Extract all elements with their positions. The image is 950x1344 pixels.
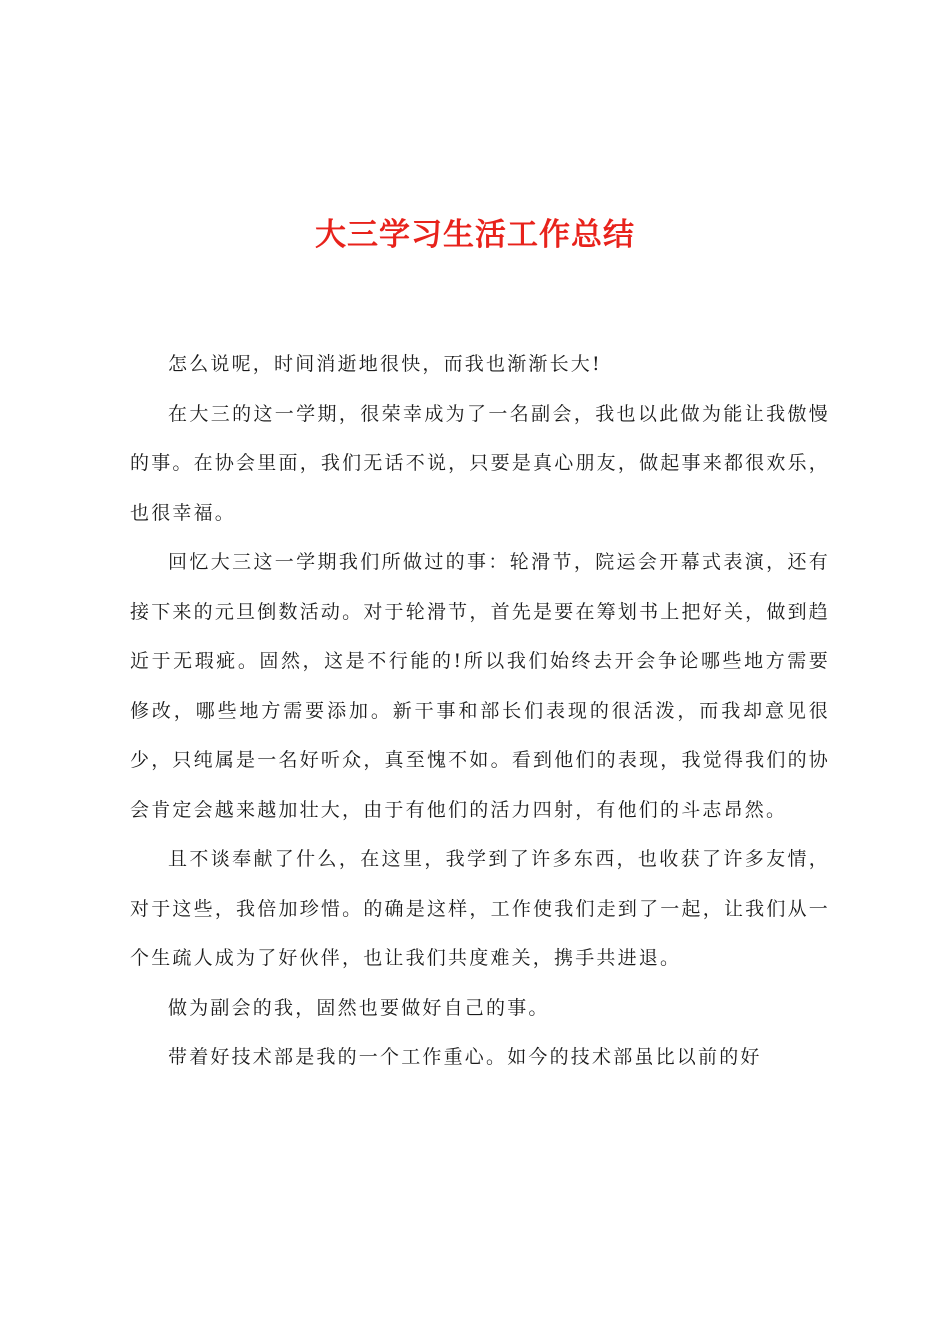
paragraph: 做为副会的我，固然也要做好自己的事。 [168,996,550,1019]
document-title: 大三学习生活工作总结 [315,217,635,253]
paragraph: 且不谈奉献了什么，在这里，我学到了许多东西，也收获了许多友情，对于这些，我倍加珍惜。的确是这样，工作使我们走到了一起，让我们从一个生疏人成为了好伙伴，也让我们共度难关，携手共进退。 [130,848,830,969]
paragraph: 回忆大三这一学期我们所做过的事：轮滑节，院运会开幕式表演，还有接下来的元旦倒数活动。对于轮滑节，首先是要在筹划书上把好关，做到趋近于无瑕疵。固然，这是不行能的!所以我们始终去开会争论哪些地方需要修改，哪些地方需要添加。新干事和部长们表现的很活泼，而我却意见很少，只纯属是一名好听众，真至愧不如。看到他们的表现，我觉得我们的协会肯定会越来越加壮大，由于有他们的活力四射，有他们的斗志昂然。 [130,551,830,821]
paragraph: 在大三的这一学期，很荣幸成为了一名副会，我也以此做为能让我傲慢的事。在协会里面，我们无话不说，只要是真心朋友，做起事来都很欢乐，也很幸福。 [130,402,830,524]
paragraph: 怎么说呢，时间消逝地很快，而我也渐渐长大! [168,353,602,375]
paragraph: 带着好技术部是我的一个工作重心。如今的技术部虽比以前的好 [168,1046,762,1068]
document-body [130,340,830,1083]
